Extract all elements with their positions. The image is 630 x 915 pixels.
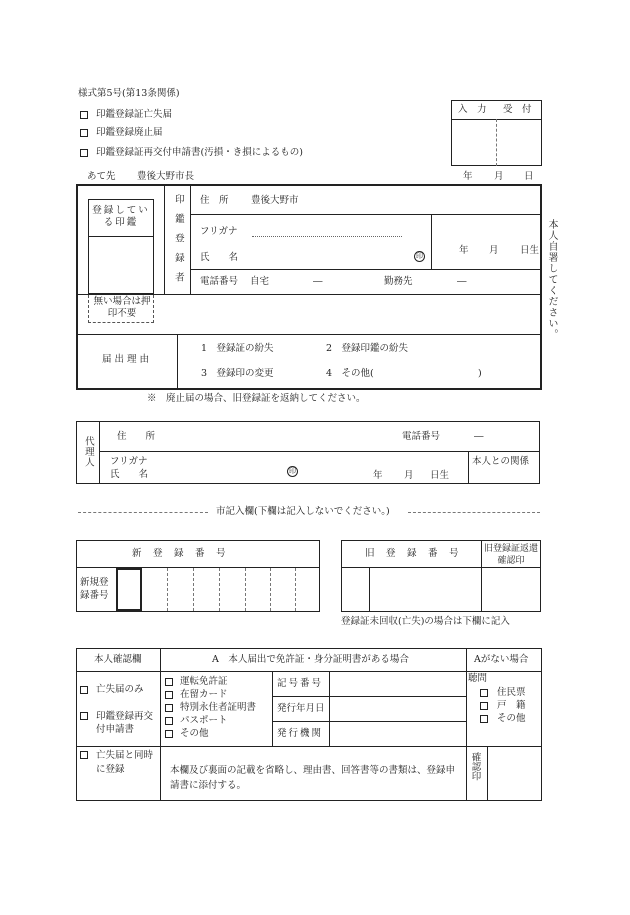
agent-seal-mark: 印 [289,467,296,475]
lost-only-checkbox[interactable] [80,686,88,694]
koseki-label: 戸 籍 [497,700,526,711]
reason-4[interactable]: 4 その他( [326,368,374,379]
address-value[interactable]: 豊後大野市 [251,195,299,206]
reissue-label: 印鑑登録証再交付申請書(汚損・き損によるもの) [96,147,303,158]
passport-checkbox[interactable] [165,717,173,725]
koseki-checkbox[interactable] [480,702,488,710]
birth-year: 年 [459,245,469,256]
birth-day: 日生 [520,245,540,256]
confirm-seal-label: 確認印 [469,752,481,781]
lost-notice-label: 印鑑登録証亡失届 [96,109,173,120]
juminhyo-checkbox[interactable] [480,689,488,697]
agent-birth-year: 年 [373,470,383,481]
registrant-label: 印鑑登録者 [172,194,184,292]
new-reg-digit-1[interactable] [116,568,142,611]
form-id: 様式第5号(第13条関係) [78,88,180,99]
date-year: 年 [463,171,473,182]
agent-name-label: 氏 名 [110,469,149,480]
license-label: 運転免許証 [180,676,228,687]
license-checkbox[interactable] [165,678,173,686]
phone-label: 電話番号 [200,276,239,287]
reason-3[interactable]: 3 登録印の変更 [201,368,274,379]
new-reg-header: 新 登 録 番 号 [132,548,227,559]
id-check-no-a-header: Aがない場合 [474,654,529,665]
seal-mark: 印 [416,252,423,260]
reason-4-close: ) [478,368,482,379]
issue-date-label: 発行年月日 [277,703,325,714]
reception-accept-label: 受 付 [503,104,532,115]
agent-birth-month: 月 [404,470,414,481]
birth-month: 月 [489,245,499,256]
abolish-notice-label: 印鑑登録廃止届 [96,127,163,138]
date-day: 日 [524,171,534,182]
agent-phone-dash: ― [474,431,484,442]
id-check-a-header: A 本人届出で免許証・身分証明書がある場合 [212,654,409,665]
no-seal-note: 無い場合は押印不要 [93,296,151,319]
special-permanent-label: 特別永住者証明書 [180,702,257,713]
return-note: ※ 廃止届の場合、旧登録証を返納してください。 [147,393,366,404]
lost-notice-checkbox[interactable] [80,111,88,119]
simul-note: 本欄及び裏面の記載を省略し、理由書、回答書等の書類は、登録申請書に添付する。 [170,765,456,791]
addressee-label: あて先 [87,171,116,182]
passport-label: パスポート [180,715,228,726]
reissue-checkbox[interactable] [80,149,88,157]
other-no-a-label: その他 [497,713,526,724]
other-doc-checkbox[interactable] [165,730,173,738]
juminhyo-label: 住民票 [497,687,526,698]
addressee-name: 豊後大野市長 [137,171,195,182]
agent-furigana-label: フリガナ [110,456,148,467]
residence-card-checkbox[interactable] [165,691,173,699]
reason-1[interactable]: 1 登録証の紛失 [201,343,274,354]
other-no-a-checkbox[interactable] [480,715,488,723]
reason-label: 届出理由 [102,354,153,365]
phone-home-dash: ― [313,276,323,287]
reissue-app-label: 印鑑登録再交付申請書 [96,711,154,735]
unrecovered-note: 登録証未回収(亡失)の場合は下欄に記入 [341,616,510,627]
address-label: 住 所 [200,195,229,206]
agent-address-label: 住 所 [117,431,156,442]
id-number-label: 記号番号 [277,678,324,689]
name-label: 氏 名 [200,252,239,263]
agent-birth-day: 日生 [430,470,450,481]
registered-seal-label: 登録している印鑑 [92,205,150,228]
simul-register-checkbox[interactable] [80,751,88,759]
old-reg-return-check: 旧登録証返還確認印 [483,544,538,566]
phone-home-label: 自宅 [250,276,270,287]
office-dash: ― [457,276,467,287]
furigana-label: フリガナ [200,226,238,237]
agent-relation-label: 本人との関係 [472,456,530,467]
date-month: 月 [494,171,504,182]
issuer-label: 発行機関 [277,728,324,739]
agent-label: 代理人 [82,436,94,468]
city-section-label: 市記入欄(下欄は記入しないでください。) [216,506,390,517]
id-check-header: 本人確認欄 [94,654,142,665]
other-doc-label: その他 [180,728,209,739]
reason-2[interactable]: 2 登録印鑑の紛失 [326,343,409,354]
reissue-app-checkbox[interactable] [80,712,88,720]
office-label: 勤務先 [384,276,413,287]
lost-only-label: 亡失届のみ [96,684,144,695]
special-permanent-checkbox[interactable] [165,704,173,712]
hearing-label: 聴問 [468,673,488,684]
residence-card-label: 在留カード [180,689,228,700]
reception-input-label: 入 力 [458,104,487,115]
old-reg-header: 旧 登 録 番 号 [365,548,460,559]
self-sign-note: 本人自署してください。 [546,219,557,340]
simul-register-label: 亡失届と同時に登録 [96,750,154,775]
agent-phone-label: 電話番号 [402,431,441,442]
new-reg-label: 新規登録番号 [80,577,109,601]
abolish-notice-checkbox[interactable] [80,129,88,137]
